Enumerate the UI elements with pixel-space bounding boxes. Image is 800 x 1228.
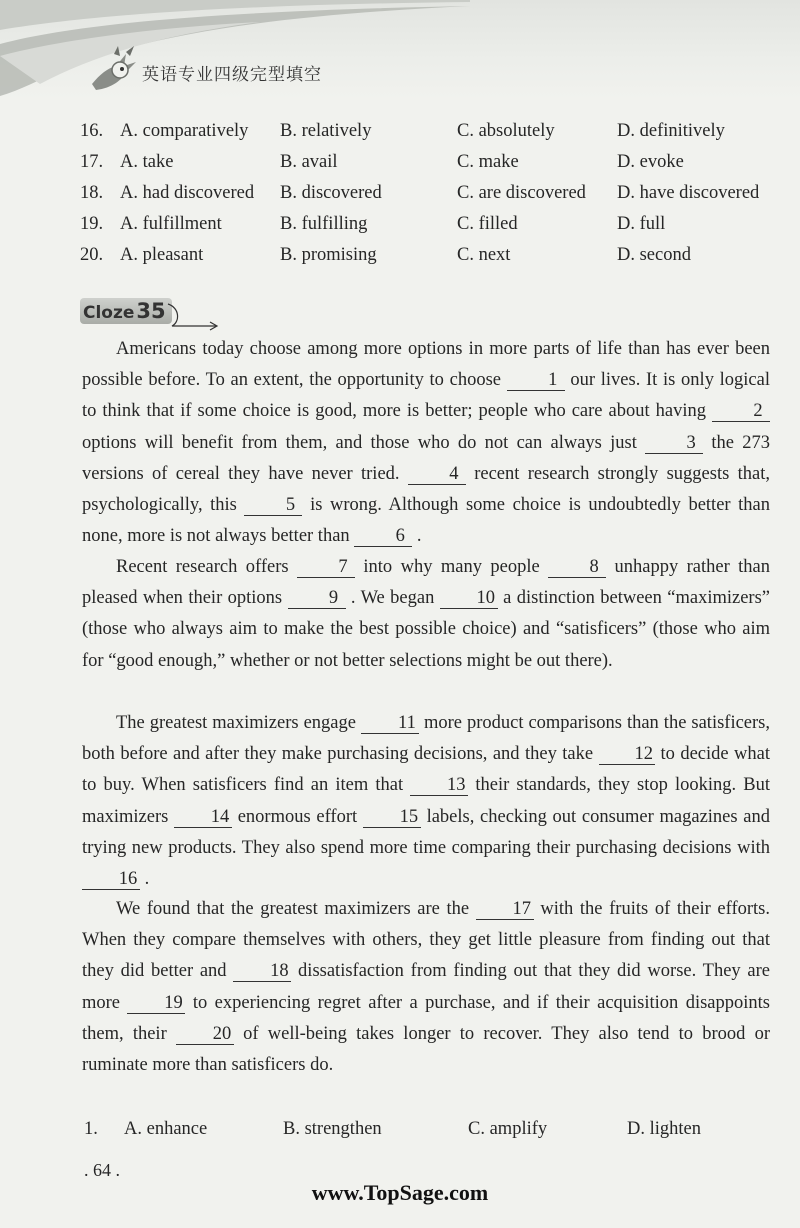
blank-6[interactable]: 6 [354,526,412,547]
option-c: C. absolutely [457,121,555,141]
option-a[interactable]: A. enhance [124,1119,208,1139]
blank-16[interactable]: 16 [82,869,140,890]
option-d: D. definitively [617,121,725,141]
option-b: B. avail [280,152,338,172]
site-watermark[interactable]: www.TopSage.com [311,1180,489,1205]
question-number: 17. [80,152,104,172]
option-b: B. discovered [280,183,382,203]
blank-5[interactable]: 5 [244,495,302,516]
blank-3[interactable]: 3 [645,433,703,454]
question-number: 18. [80,183,104,203]
option-b: B. promising [280,245,377,265]
option-d: D. evoke [617,152,684,172]
section-label: Cloze [83,303,135,323]
paragraph-3: The greatest maximizers engage 11 more product comparisons than the satisficers, both before and after they make purchasing decisions, and they take 12 to decide what to buy. When satisficers find an item that 13 their standards, they stop looking. But maximizers 14 enormous effort 15 labels, checking out consumer magazines and trying new products. They also spend more time comparing their purchasing decisions with 16 . [82,713,771,890]
option-d: D. have discovered [617,183,760,203]
blank-12[interactable]: 12 [599,744,656,765]
blank-11[interactable]: 11 [361,713,419,734]
header-title: 英语专业四级完型填空 [142,65,322,85]
page-number: . 64 . [84,1160,120,1180]
option-c: C. are discovered [457,183,586,203]
section-heading [80,294,230,338]
option-b: B. relatively [280,121,372,141]
option-d: D. second [617,245,691,265]
blank-20[interactable]: 20 [176,1024,234,1045]
section-number: 35 [136,299,166,323]
option-c[interactable]: C. amplify [468,1119,548,1139]
question-number: 19. [80,214,104,234]
option-b[interactable]: B. strengthen [283,1119,382,1139]
blank-18[interactable]: 18 [233,961,291,982]
blank-13[interactable]: 13 [410,775,468,796]
blank-2[interactable]: 2 [712,401,770,422]
option-b: B. fulfilling [280,214,368,234]
blank-7[interactable]: 7 [297,557,355,578]
blank-19[interactable]: 19 [127,993,185,1014]
blank-4[interactable]: 4 [408,464,466,485]
paragraph-4: We found that the greatest maximizers are the 17 with the fruits of their efforts. When they compare themselves with others, they get little pleasure from finding out that they did better and 18 dissatisfaction from finding out that they did worse. They are more 19 to experiencing regret after a purchase, and if their acquisition disappoints them, their 20 of well-being takes longer to recover. They also tend to brood or ruminate more than satisficers do. [82,899,770,1076]
option-a: A. comparatively [120,121,249,141]
arrow-icon [80,294,230,338]
blank-8[interactable]: 8 [548,557,606,578]
option-d[interactable]: D. lighten [627,1119,701,1139]
mascot-logo [86,44,142,94]
blank-1[interactable]: 1 [507,370,565,391]
paragraph-2: Recent research offers 7 into why many people 8 unhappy rather than pleased when their options 9 . We began 10 a distinction between “maximizers” (those who always aim to make the best possible choice) and “satisficers” (those who aim for “good enough,” whether or not better selections might be out there). [82,557,770,671]
blank-17[interactable]: 17 [476,899,534,920]
option-a: A. fulfillment [120,214,222,234]
question-number: 1. [84,1119,98,1139]
option-c: C. make [457,152,519,172]
option-a: A. had discovered [120,183,255,203]
paragraph-1: Americans today choose among more options in more parts of life than has ever been possible before. To an extent, the opportunity to choose 1 our lives. It is only logical to think that if some choice is good, more is better; people who care about having 2 options will benefit from them, and those who do not can always just 3 the 273 versions of cereal they have never tried. 4 recent research strongly suggests that, psychologically, this 5 is wrong. Although some choice is undoubtedly better than none, more is not always better than 6 . [82,339,770,547]
option-c: C. next [457,245,511,265]
option-a: A. take [120,152,174,172]
question-number: 20. [80,245,104,265]
option-c: C. filled [457,214,518,234]
question-number: 16. [80,121,104,141]
blank-10[interactable]: 10 [440,588,498,609]
blank-15[interactable]: 15 [363,807,421,828]
option-d: D. full [617,214,666,234]
option-row-1 [0,1116,800,1142]
option-a: A. pleasant [120,245,204,265]
blank-9[interactable]: 9 [288,588,346,609]
blank-14[interactable]: 14 [174,807,232,828]
